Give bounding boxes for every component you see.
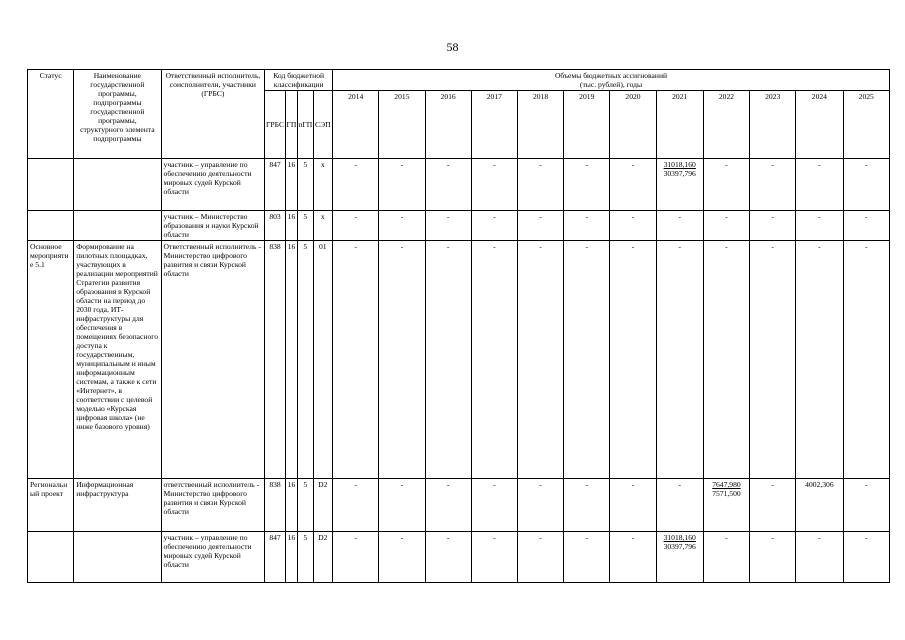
header-year: 2014 bbox=[333, 91, 379, 159]
header-year: 2015 bbox=[379, 91, 425, 159]
code-cell: 803 bbox=[265, 211, 286, 241]
code-cell: 5 bbox=[298, 159, 313, 211]
header-year: 2020 bbox=[610, 91, 656, 159]
executor-cell: участник – Министерство образования и науки Курской области bbox=[161, 211, 265, 241]
value-cell: - bbox=[656, 241, 703, 479]
value-cell: - bbox=[750, 241, 796, 479]
header-year: 2019 bbox=[564, 91, 610, 159]
value-cell: - bbox=[843, 211, 890, 241]
value-cell: - bbox=[796, 241, 843, 479]
value-cell bbox=[703, 479, 749, 532]
header-volumes-line2: (тыс. рублей), годы bbox=[579, 80, 643, 89]
code-cell: х bbox=[313, 159, 333, 211]
value-cell: - bbox=[425, 532, 471, 583]
value-cell: - bbox=[564, 159, 610, 211]
value-cell: - bbox=[517, 479, 563, 532]
table-row bbox=[28, 159, 890, 211]
value-line: 30397,796 bbox=[663, 542, 696, 551]
code-cell: D2 bbox=[313, 479, 333, 532]
value-cell: - bbox=[564, 241, 610, 479]
header-status: Статус bbox=[28, 70, 74, 159]
code-cell: 16 bbox=[285, 211, 297, 241]
value-line: 7647,980 bbox=[712, 480, 741, 489]
value-cell: - bbox=[517, 241, 563, 479]
value-cell: - bbox=[750, 532, 796, 583]
header-year: 2023 bbox=[750, 91, 796, 159]
value-cell: - bbox=[610, 211, 656, 241]
value-cell: - bbox=[750, 479, 796, 532]
header-volumes-line1: Объемы бюджетных ассигнований bbox=[554, 71, 668, 80]
status-cell bbox=[28, 532, 74, 583]
value-cell: - bbox=[564, 211, 610, 241]
name-cell bbox=[74, 532, 161, 583]
value-cell: - bbox=[610, 241, 656, 479]
value-cell: - bbox=[425, 159, 471, 211]
header-code-gp: ГП bbox=[285, 91, 297, 159]
code-cell: 5 bbox=[298, 211, 313, 241]
code-cell: 838 bbox=[265, 479, 286, 532]
name-cell: Формирование на пилотных площадках, участвующих в реализации мероприятий Стратегии развития образования в Курской области на период до 2030 года, ИТ-инфраструктуры для обеспечения в помещениях безопасного доступа к государственным, муниципальным и иным информационным системам, а также к сети «Интернет», в соответствии с целевой моделью «Курская цифровая школа» (не ниже базового уровня) bbox=[74, 241, 161, 479]
code-cell: 01 bbox=[313, 241, 333, 479]
value-cell: - bbox=[471, 159, 517, 211]
executor-cell: участник – управление по обеспечению деятельности мировых судей Курской области bbox=[161, 532, 265, 583]
header-executor: Ответственный исполнитель, соисполнители, участники (ГРБС) bbox=[161, 70, 265, 159]
value-cell: - bbox=[517, 159, 563, 211]
value-cell: - bbox=[425, 479, 471, 532]
header-year: 2017 bbox=[471, 91, 517, 159]
value-cell: - bbox=[333, 479, 379, 532]
value-cell: - bbox=[750, 159, 796, 211]
header-budget-code: Код бюджетной классификации bbox=[265, 70, 333, 91]
header-code-sep: СЭП bbox=[313, 91, 333, 159]
table-row bbox=[28, 241, 890, 479]
value-cell: - bbox=[425, 211, 471, 241]
value-cell: - bbox=[796, 532, 843, 583]
value-cell: - bbox=[703, 241, 749, 479]
executor-cell: участник – управление по обеспечению деятельности мировых судей Курской области bbox=[161, 159, 265, 211]
value-cell: - bbox=[610, 479, 656, 532]
executor-cell: ответственный исполнитель - Министерство цифрового развития и связи Курской области bbox=[161, 479, 265, 532]
value-cell: - bbox=[656, 479, 703, 532]
value-cell: - bbox=[517, 211, 563, 241]
value-cell: - bbox=[333, 532, 379, 583]
value-cell: - bbox=[610, 159, 656, 211]
value-cell: - bbox=[379, 211, 425, 241]
status-cell bbox=[28, 211, 74, 241]
value-cell: - bbox=[471, 532, 517, 583]
budget-table bbox=[27, 69, 890, 583]
value-cell: - bbox=[379, 241, 425, 479]
value-cell: - bbox=[333, 241, 379, 479]
value-cell: - bbox=[843, 159, 890, 211]
value-cell: - bbox=[379, 532, 425, 583]
value-cell: - bbox=[610, 532, 656, 583]
code-cell: 847 bbox=[265, 159, 286, 211]
code-cell: 5 bbox=[298, 241, 313, 479]
code-cell: 5 bbox=[298, 479, 313, 532]
status-cell bbox=[28, 159, 74, 211]
header-code-pgp: пГП bbox=[298, 91, 313, 159]
header-year: 2016 bbox=[425, 91, 471, 159]
name-cell bbox=[74, 211, 161, 241]
page-number: 58 bbox=[446, 40, 459, 54]
value-cell: - bbox=[843, 479, 890, 532]
value-cell: - bbox=[564, 479, 610, 532]
executor-cell: Ответственный исполнитель - Министерство цифрового развития и связи Курской области bbox=[161, 241, 265, 479]
value-cell: - bbox=[656, 211, 703, 241]
header-volumes bbox=[333, 70, 890, 91]
value-cell: - bbox=[425, 241, 471, 479]
header-year: 2022 bbox=[703, 91, 749, 159]
code-cell: 16 bbox=[285, 532, 297, 583]
table-row bbox=[28, 479, 890, 532]
value-line: 30397,796 bbox=[663, 169, 696, 178]
code-cell: 847 bbox=[265, 532, 286, 583]
value-cell: - bbox=[333, 159, 379, 211]
value-cell: - bbox=[703, 211, 749, 241]
name-cell bbox=[74, 159, 161, 211]
header-year: 2018 bbox=[517, 91, 563, 159]
header-name: Наименование государственной программы, подпрограммы государственной программы, структурного элемента подпрограммы bbox=[74, 70, 161, 159]
header-year: 2025 bbox=[843, 91, 890, 159]
code-cell: 838 bbox=[265, 241, 286, 479]
value-cell: 4002,306 bbox=[796, 479, 843, 532]
code-cell: х bbox=[313, 211, 333, 241]
value-cell: - bbox=[564, 532, 610, 583]
code-cell: D2 bbox=[313, 532, 333, 583]
value-line: 7571,500 bbox=[712, 489, 741, 498]
value-cell: - bbox=[471, 211, 517, 241]
code-cell: 16 bbox=[285, 479, 297, 532]
value-cell: - bbox=[379, 479, 425, 532]
header-year: 2024 bbox=[796, 91, 843, 159]
table-row bbox=[28, 532, 890, 583]
value-cell: - bbox=[796, 159, 843, 211]
value-line: 31018,160 bbox=[663, 533, 696, 542]
code-cell: 16 bbox=[285, 159, 297, 211]
header-code-grbs: ГРБС bbox=[265, 91, 286, 159]
value-cell: - bbox=[750, 211, 796, 241]
value-cell: - bbox=[517, 532, 563, 583]
value-cell: - bbox=[333, 211, 379, 241]
value-cell: - bbox=[471, 241, 517, 479]
value-cell: - bbox=[703, 532, 749, 583]
value-cell: - bbox=[471, 479, 517, 532]
name-cell: Информационная инфраструктура bbox=[74, 479, 161, 532]
value-cell: - bbox=[379, 159, 425, 211]
value-cell: - bbox=[703, 159, 749, 211]
value-cell: - bbox=[796, 211, 843, 241]
value-cell: - bbox=[843, 241, 890, 479]
code-cell: 5 bbox=[298, 532, 313, 583]
status-cell: Региональный проект bbox=[28, 479, 74, 532]
status-cell: Основное мероприятие 5.1 bbox=[28, 241, 74, 479]
value-cell: - bbox=[843, 532, 890, 583]
header-year: 2021 bbox=[656, 91, 703, 159]
code-cell: 16 bbox=[285, 241, 297, 479]
table-row bbox=[28, 211, 890, 241]
value-cell bbox=[656, 532, 703, 583]
value-line: 31018,160 bbox=[663, 160, 696, 169]
value-cell bbox=[656, 159, 703, 211]
